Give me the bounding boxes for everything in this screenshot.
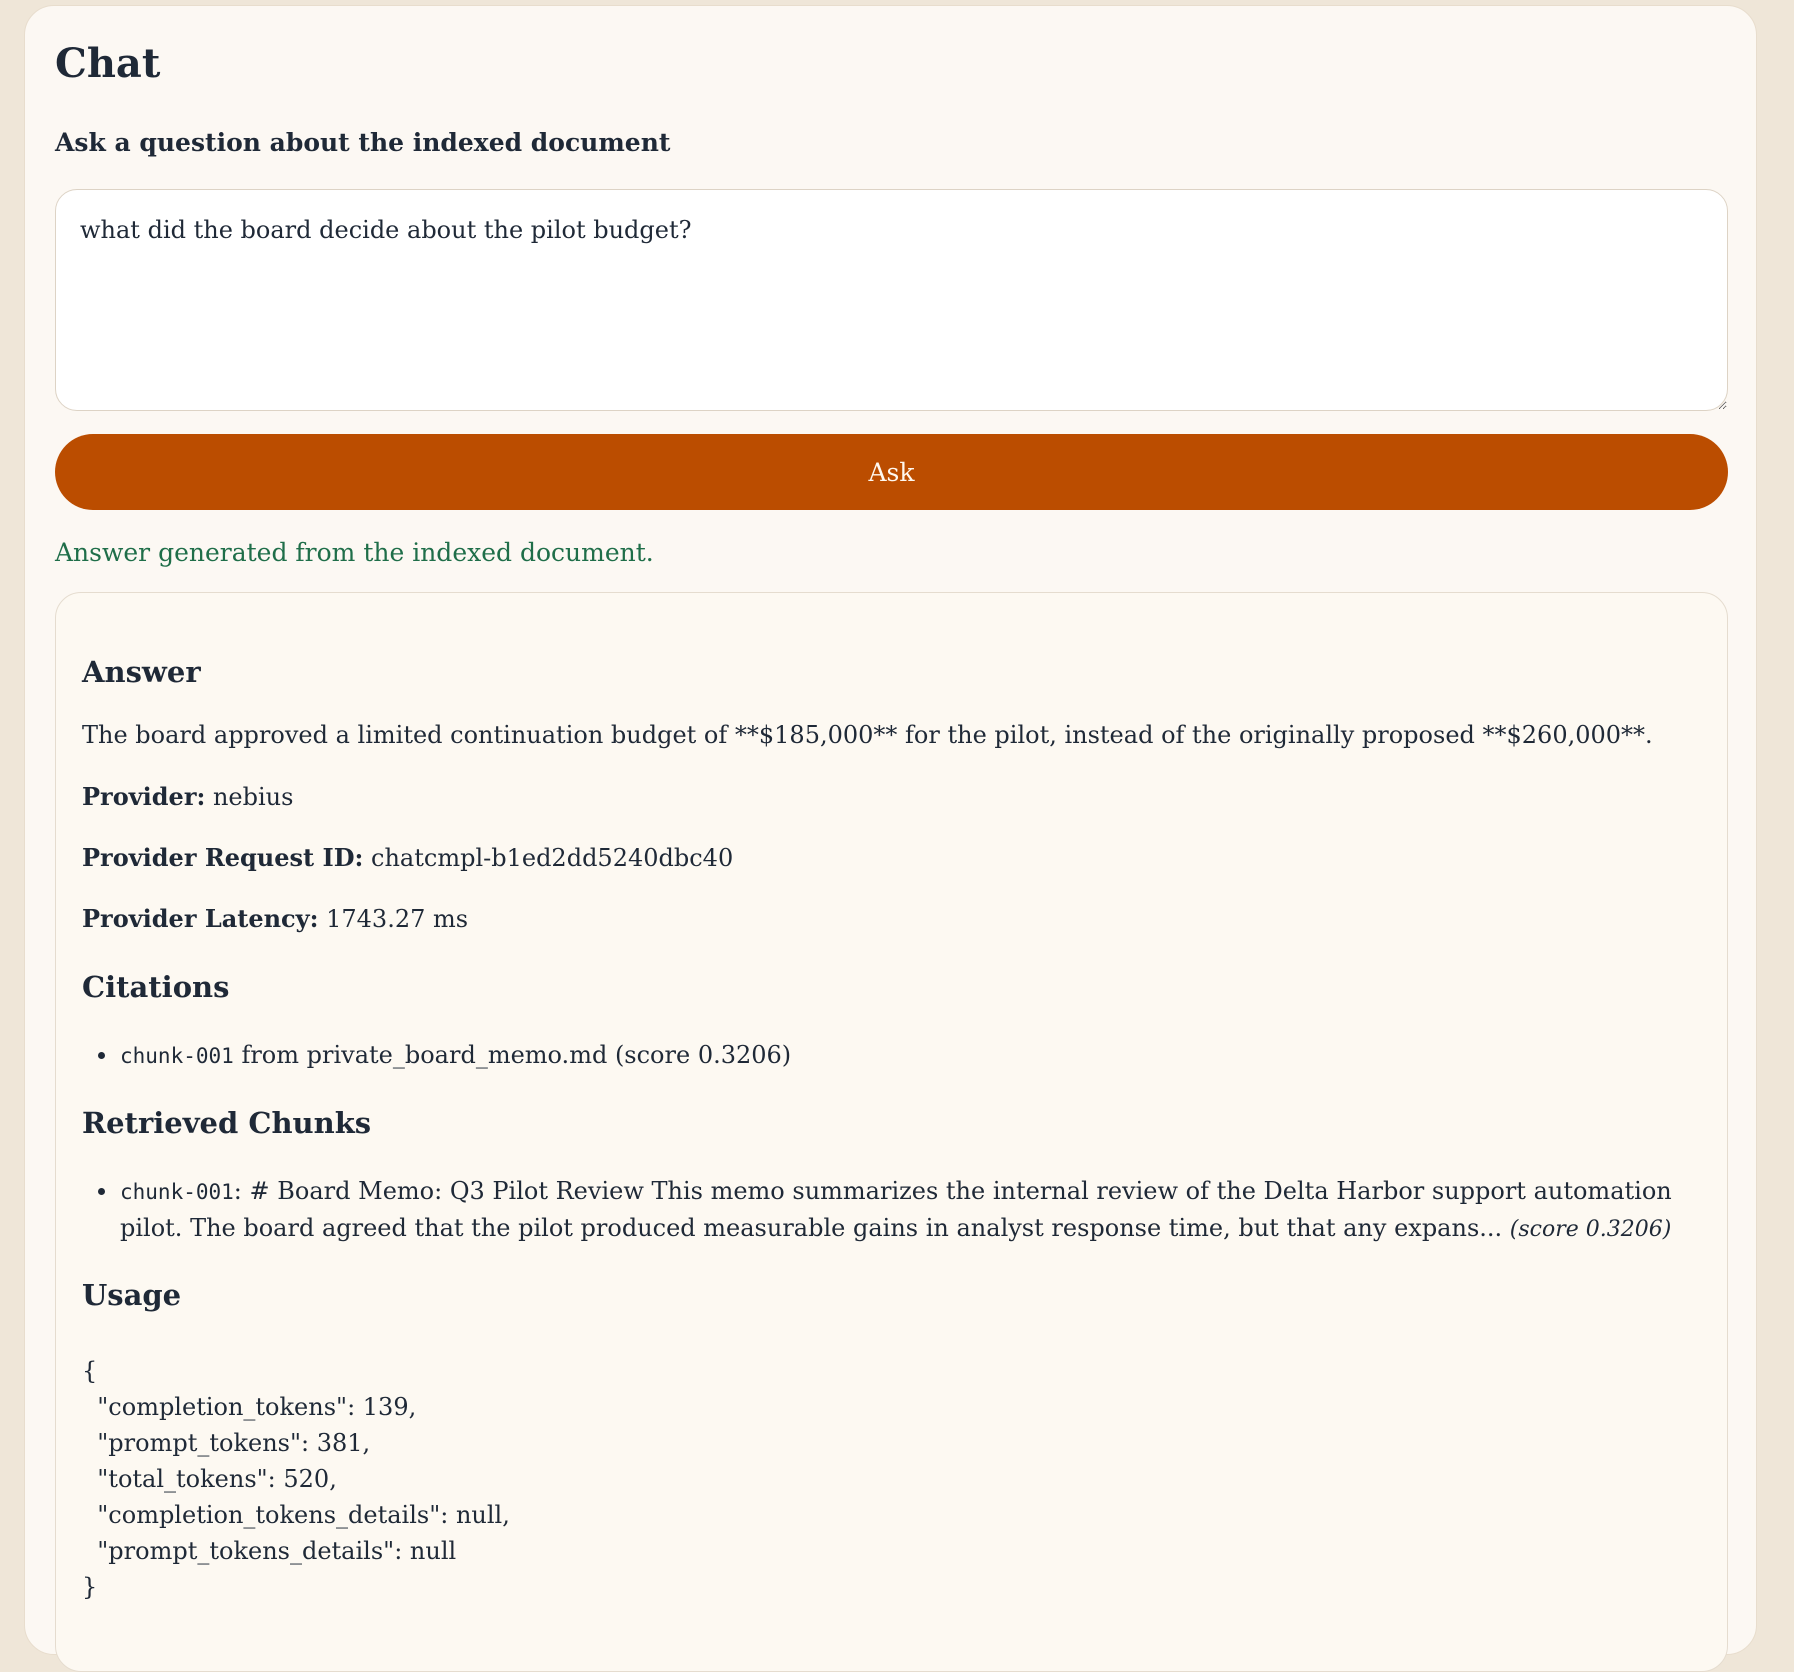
status-message: Answer generated from the indexed document. bbox=[55, 538, 654, 567]
usage-json bbox=[82, 1353, 510, 1605]
retrieved-heading: Retrieved Chunks bbox=[82, 1106, 372, 1140]
provider-label: Provider: bbox=[82, 782, 206, 811]
retrieved-chunk-id: chunk-001 bbox=[120, 1180, 234, 1204]
usage-heading: Usage bbox=[82, 1278, 182, 1312]
request-id-label: Provider Request ID: bbox=[82, 843, 364, 872]
usage-line: } bbox=[82, 1573, 98, 1601]
usage-line: { bbox=[82, 1357, 98, 1385]
result-card bbox=[55, 592, 1728, 1672]
question-label: Ask a question about the indexed document bbox=[55, 128, 671, 157]
retrieved-colon: : bbox=[233, 1177, 250, 1205]
latency-value: 1743.27 ms bbox=[326, 905, 469, 933]
bullet-dot-icon bbox=[98, 1188, 105, 1195]
request-id-row bbox=[82, 843, 733, 872]
answer-heading: Answer bbox=[82, 655, 201, 689]
citation-item bbox=[82, 1037, 1682, 1074]
ask-button[interactable]: Ask bbox=[55, 434, 1728, 510]
chat-panel bbox=[24, 5, 1757, 1655]
latency-row bbox=[82, 904, 468, 933]
bullet-dot-icon bbox=[98, 1052, 105, 1059]
citations-list bbox=[82, 1037, 1682, 1074]
provider-value: nebius bbox=[212, 783, 294, 811]
retrieved-list bbox=[82, 1173, 1682, 1248]
request-id-value: chatcmpl-b1ed2dd5240dbc40 bbox=[371, 844, 734, 872]
usage-line: "total_tokens": 520, bbox=[82, 1465, 337, 1493]
retrieved-score: (score 0.3206) bbox=[1509, 1217, 1672, 1242]
citations-heading: Citations bbox=[82, 970, 230, 1004]
answer-text: The board approved a limited continuation budget of **$185,000** for the pilot, instead of the originally proposed **$260,000**. bbox=[82, 721, 1653, 749]
usage-line: "completion_tokens_details": null, bbox=[82, 1501, 510, 1529]
question-input[interactable] bbox=[55, 189, 1728, 411]
citation-chunk-id: chunk-001 bbox=[120, 1044, 234, 1068]
retrieved-text: # Board Memo: Q3 Pilot Review This memo summarizes the internal review of the Delta Harbor support automation pilot. The board agreed that the pilot produced measurable gains in analyst response time, but that any expans... bbox=[120, 1177, 1672, 1242]
usage-line: "prompt_tokens_details": null bbox=[82, 1537, 457, 1565]
latency-label: Provider Latency: bbox=[82, 904, 319, 933]
usage-line: "completion_tokens": 139, bbox=[82, 1393, 417, 1421]
citation-text: from private_board_memo.md (score 0.3206) bbox=[241, 1041, 792, 1069]
usage-line: "prompt_tokens": 381, bbox=[82, 1429, 371, 1457]
retrieved-item bbox=[82, 1173, 1682, 1248]
provider-row bbox=[82, 782, 293, 811]
panel-title: Chat bbox=[55, 40, 161, 87]
